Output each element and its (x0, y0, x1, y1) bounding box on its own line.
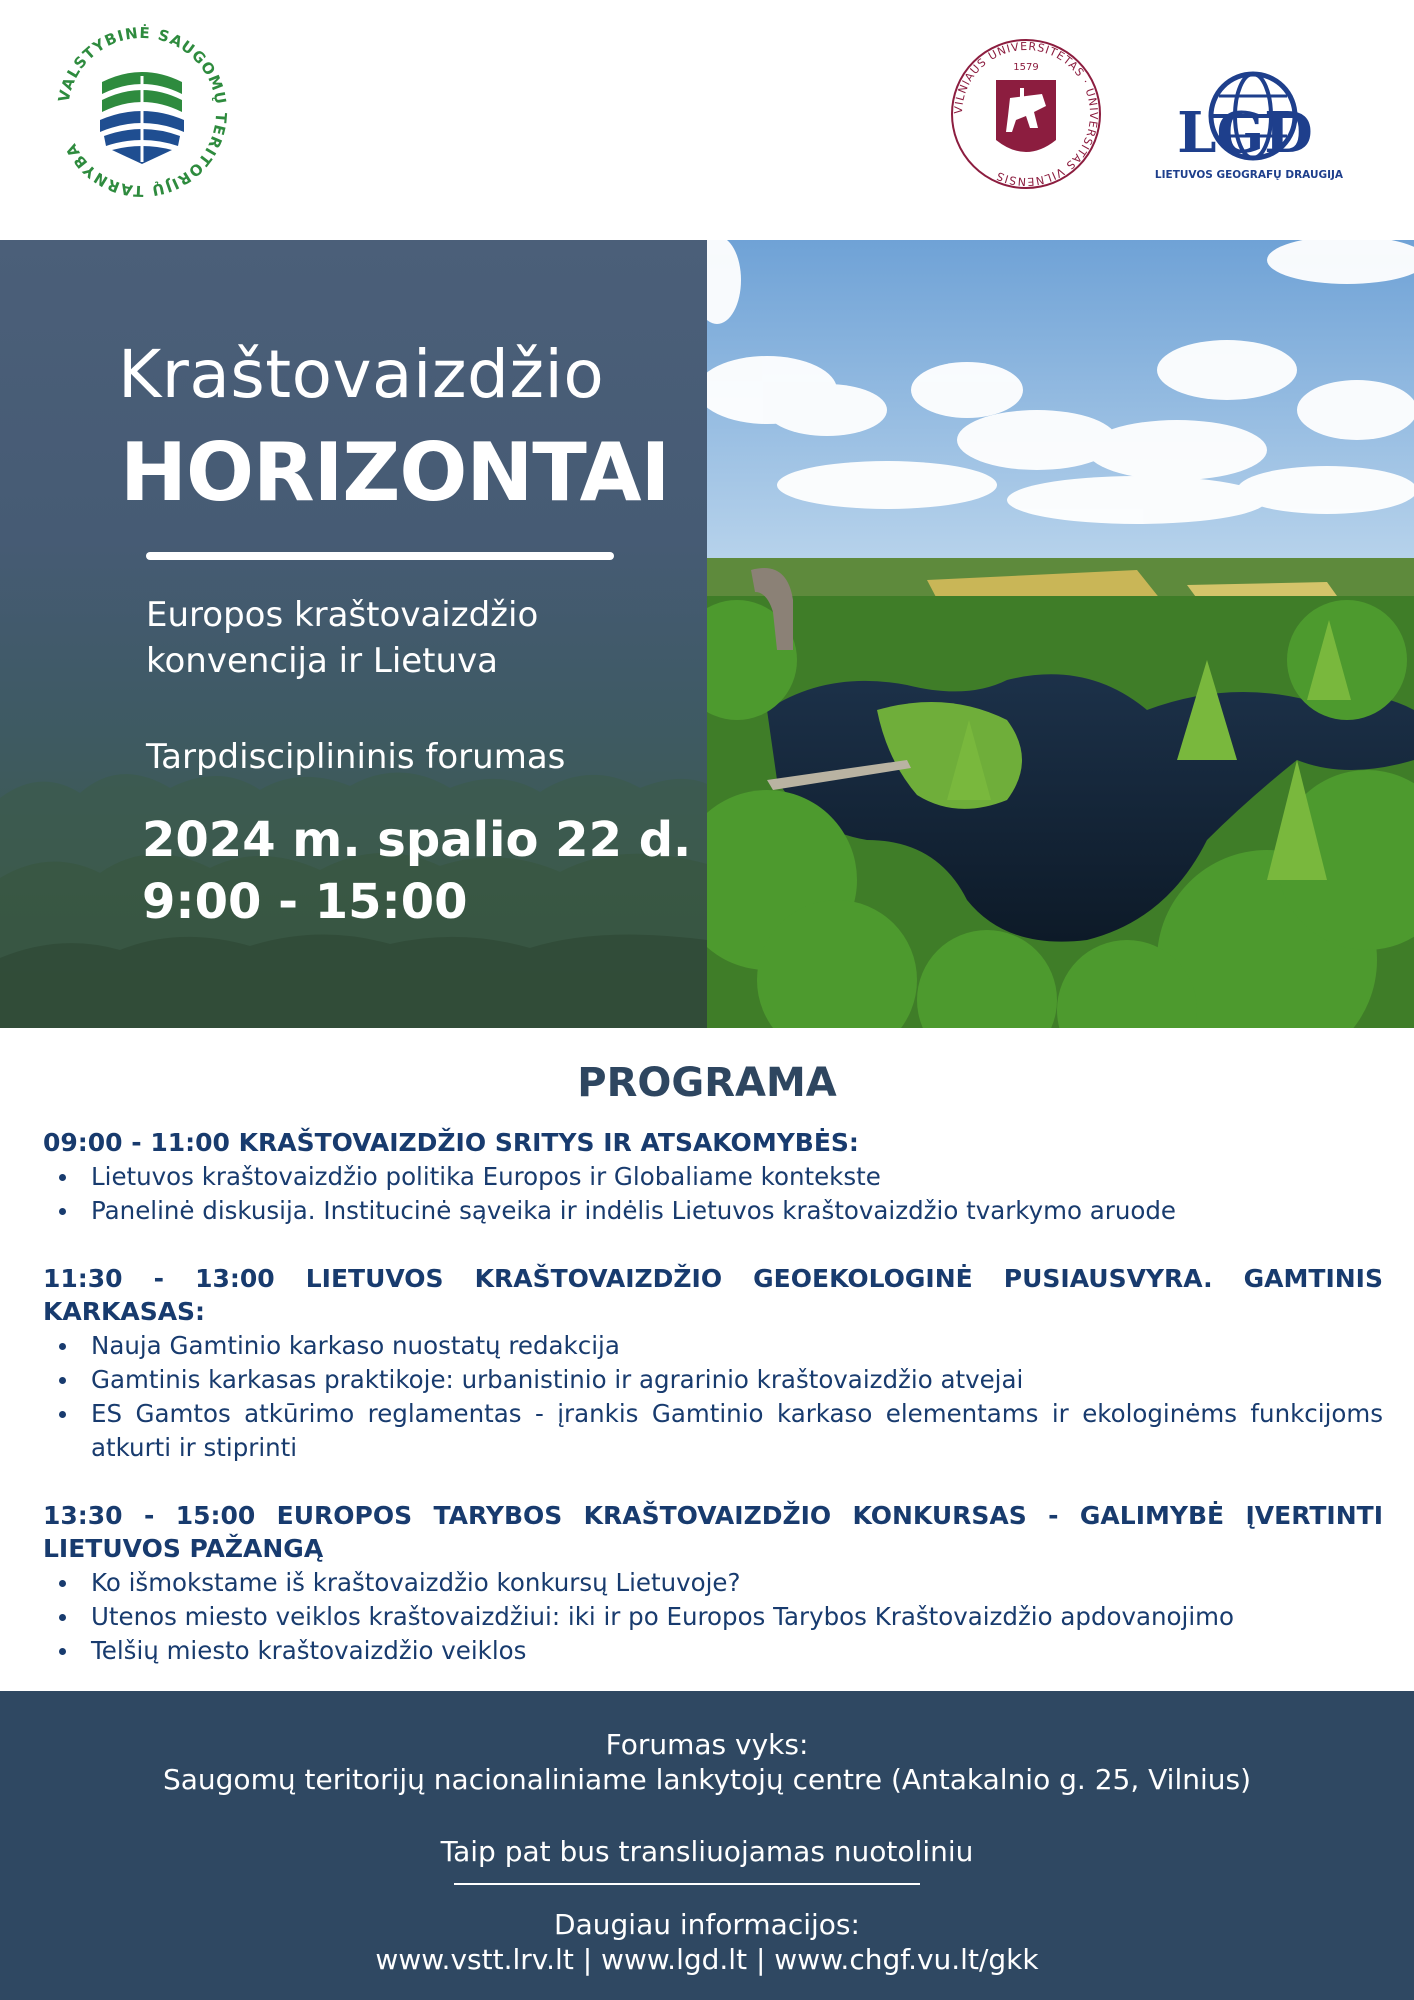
program-session (43, 1499, 1383, 1668)
session-item-text: Gamtinis karkasas praktikoje: urbanistinio ir agrarinio kraštovaizdžio atvejai (91, 1365, 1024, 1394)
session-heading: 11:30 - 13:00 LIETUVOS KRAŠTOVAIZDŽIO GEOEKOLOGINĖ PUSIAUSVYRA. GAMTINIS KARKASAS: (43, 1264, 1383, 1326)
lgd-caption: LIETUVOS GEOGRAFŲ DRAUGIJA (1154, 169, 1344, 181)
title-light: Kraštovaizdžio (118, 336, 605, 413)
vstt-ring-text: VALSTYBINĖ SAUGOMŲ TERITORIJŲ TARNYBA (54, 23, 231, 201)
bullet-icon (59, 1377, 66, 1384)
list-item (43, 1363, 1383, 1397)
list-item (43, 1566, 1383, 1600)
list-item (43, 1600, 1383, 1634)
event-time: 9:00 - 15:00 (142, 874, 468, 930)
bullet-icon (59, 1343, 66, 1350)
footer-divider (454, 1883, 920, 1885)
list-item (43, 1194, 1383, 1228)
info-links[interactable]: www.vstt.lrv.lt | www.lgd.lt | www.chgf.vu.lt/gkk (375, 1943, 1039, 1976)
session-item-text: Lietuvos kraštovaizdžio politika Europos ir Globaliame kontekste (91, 1162, 881, 1191)
session-items (43, 1566, 1383, 1668)
session-heading: 09:00 - 11:00 KRAŠTOVAIZDŽIO SRITYS IR ATSAKOMYBĖS: (43, 1128, 859, 1157)
bullet-icon (59, 1208, 66, 1215)
event-type: Tarpdisciplininis forumas (146, 737, 566, 777)
session-item-text: Utenos miesto veiklos kraštovaizdžiui: iki ir po Europos Tarybos Kraštovaizdžio apdovanojimo (91, 1602, 1234, 1631)
hero-title-panel (0, 240, 707, 1028)
vstt-emblem-icon (52, 22, 232, 202)
footer (0, 1691, 1414, 2000)
session-item-text: ES Gamtos atkūrimo reglamentas - įrankis Gamtinio karkaso elementams ir ekologinėms funkcijoms atkurti ir stiprinti (91, 1399, 1383, 1462)
lgd-logo (1145, 70, 1355, 188)
bullet-icon (59, 1614, 66, 1621)
session-items (43, 1160, 1383, 1228)
lgd-globe-icon (1145, 70, 1355, 188)
title-bold: HORIZONTAI (120, 426, 670, 519)
session-item-text: Ko išmokstame iš kraštovaizdžio konkursų Lietuvoje? (91, 1568, 741, 1597)
venue-label: Forumas vyks: (605, 1728, 809, 1761)
list-item (43, 1397, 1383, 1465)
subtitle-line-2: konvencija ir Lietuva (146, 641, 499, 681)
event-date: 2024 m. spalio 22 d. (142, 812, 692, 868)
landscape-photo-icon (707, 240, 1414, 1028)
list-item (43, 1329, 1383, 1363)
subtitle (146, 592, 666, 684)
bullet-icon (59, 1648, 66, 1655)
program-title: PROGRAMA (577, 1060, 837, 1106)
bullet-icon (59, 1174, 66, 1181)
list-item (43, 1160, 1383, 1194)
vilnius-university-seal-icon (950, 28, 1102, 200)
session-heading: 13:30 - 15:00 EUROPOS TARYBOS KRAŠTOVAIZDŽIO KONKURSAS - GALIMYBĖ ĮVERTINTI LIETUVOS PAŽANGĄ (43, 1501, 1383, 1563)
subtitle-line-1: Europos kraštovaizdžio (146, 595, 539, 635)
logo-bar (0, 0, 1414, 240)
vu-year: 1579 (1013, 62, 1039, 73)
hero-banner (0, 240, 1414, 1028)
vilnius-university-logo (950, 28, 1102, 200)
list-item (43, 1634, 1383, 1668)
program-session (43, 1126, 1383, 1228)
bullet-icon (59, 1580, 66, 1587)
session-item-text: Panelinė diskusija. Institucinė sąveika ir indėlis Lietuvos kraštovaizdžio tvarkymo aruode (91, 1196, 1176, 1225)
remote-note: Taip pat bus transliuojamas nuotoliniu (440, 1835, 974, 1868)
session-item-text: Nauja Gamtinio karkaso nuostatų redakcija (91, 1331, 620, 1360)
program-session (43, 1262, 1383, 1465)
venue-address: Saugomų teritorijų nacionaliniame lankytojų centre (Antakalnio g. 25, Vilnius) (162, 1763, 1252, 1796)
vu-ring-text: VILNIAUS UNIVERSITETAS · UNIVERSITAS VILNENSIS (951, 39, 1101, 189)
lgd-mark: LGD (1177, 100, 1313, 166)
bullet-icon (59, 1411, 66, 1418)
info-label: Daugiau informacijos: (554, 1908, 860, 1941)
session-item-text: Telšių miesto kraštovaizdžio veiklos (91, 1636, 527, 1665)
landscape-photo (707, 240, 1414, 1028)
vstt-logo (52, 22, 232, 202)
session-items (43, 1329, 1383, 1465)
title-divider (146, 552, 614, 560)
